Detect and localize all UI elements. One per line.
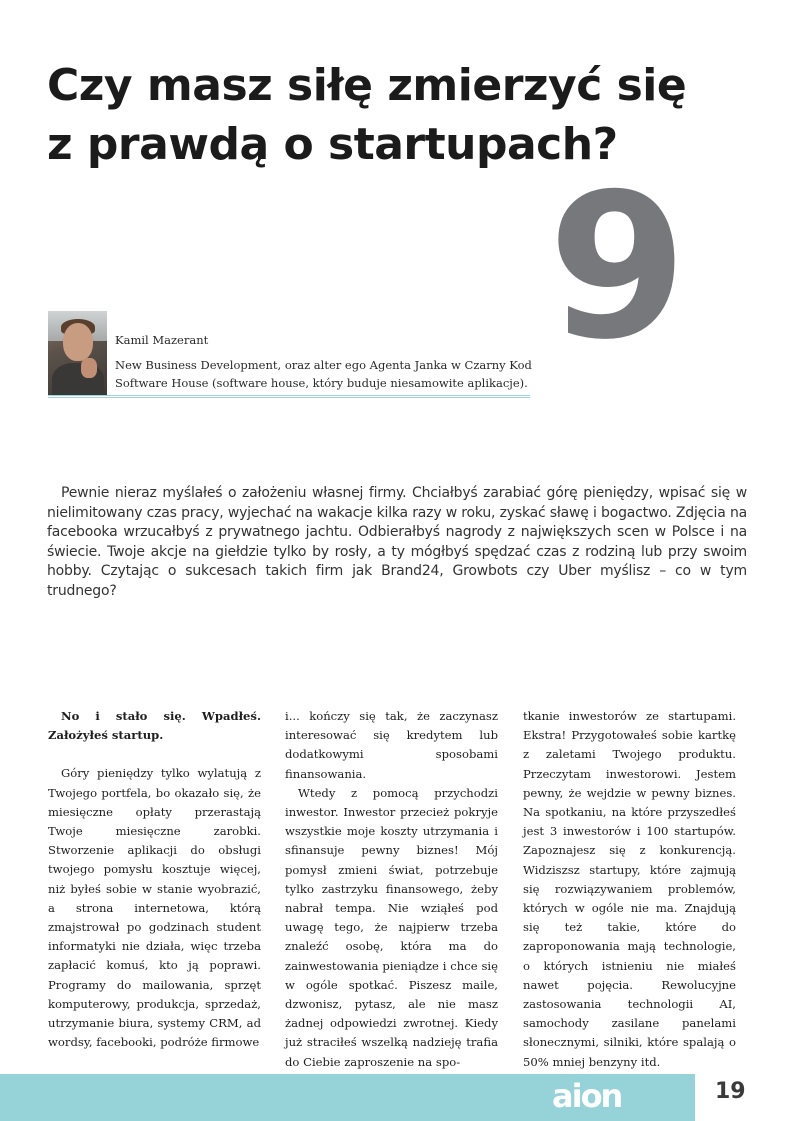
author-name: Kamil Mazerant bbox=[115, 333, 209, 347]
lead-paragraph: Pewnie nieraz myślałeś o założeniu własnej firmy. Chciałbyś zarabiać górę pieniędzy, wpisać się w nielimitowany czas pracy, wyjechać na wakacje kilka razy w roku, zyskać sławę i bogactwo. Zdjęcia na facebooka wrzucałbyś z prywatnego jachtu. Odbierałbyś nagrody z największych scen w Polsce i na świecie. Twoje akcje na giełdzie tylko by rosły, a ty mógłbyś spędzać czas z rodziną lub przy swoim hobby. Czytając o sukcesach takich firm jak Brand24, Growbots czy Uber myślisz – co w tym trudnego? bbox=[47, 485, 747, 599]
body-column-2 bbox=[285, 707, 498, 1072]
aion-logo: aion bbox=[552, 1077, 622, 1115]
article-number: 9 bbox=[548, 151, 688, 384]
author-desc-line-2: Software House (software house, który buduje niesamowite aplikacje). bbox=[115, 376, 528, 390]
page-number: 19 bbox=[715, 1079, 746, 1104]
col2-paragraph-2: Wtedy z pomocą przychodzi inwestor. Inwestor przecież pokryje wszystkie moje koszty utrzymania i sfinansuje pewny biznes! Mój pomysł zmieni świat, potrzebuje tylko zastrzyku finansowego, żeby nabrał tempa. Nie wziąłeś pod uwagę tego, że najpierw trzeba znaleźć osobę, która ma do zainwestowania pieniądze i chce się w ogóle spotkać. Piszesz maile, dzwonisz, pytasz, ale nie masz żadnej odpowiedzi zwrotnej. Kiedy już straciłeś wszelką nadzieję trafia do Ciebie zaproszenie na spo- bbox=[285, 785, 498, 1069]
author-box bbox=[48, 311, 530, 397]
author-desc-line-1: New Business Development, oraz alter ego Agenta Janka w Czarny Kod bbox=[115, 358, 532, 372]
col3-paragraph-1: tkanie inwestorów ze startupami. Ekstra! Przygotowałeś sobie kartkę z zaletami Twojego produktu. Przeczytam inwestorowi. Jestem pewny, że wejdzie w pewny biznes. Na spotkaniu, na które przyszedłeś jest 3 inwestorów i 100 startupów. Zapoznajesz się z konkurencją. Widziszsz startupy, które zajmują się rozwiązywaniem problemów, których w ogóle nie ma. Znajdują się też takie, które do zaproponowania mają technologie, o których istnieniu nie miałeś nawet pojęcia. Rewolucyjne zastosowania technologii AI, samochody zasilane panelami słonecznymi, silniki, które spalają o 50% mniej benzyny itd. bbox=[523, 709, 736, 1069]
title-line-2: z prawdą o startupach? bbox=[47, 119, 618, 170]
author-divider bbox=[48, 395, 530, 398]
title-line-1: Czy masz siłę zmierzyć się bbox=[47, 60, 687, 111]
col2-paragraph-1: i... kończy się tak, że zaczynasz interesować się kredytem lub dodatkowymi sposobami finansowania. bbox=[285, 709, 498, 781]
author-description bbox=[115, 356, 532, 392]
body-column-1 bbox=[48, 707, 261, 1052]
col1-paragraph-2: Góry pieniędzy tylko wylatują z Twojego portfela, bo okazało się, że miesięczne opłaty przerastają Twoje miesięczne zarobki. Stworzenie aplikacji do obsługi twojego pomysłu kosztuje więcej, niż byłeś sobie w stanie wyobrazić, a strona internetowa, którą zmajstrował po godzinach student informatyki nie działa, więc trzeba zapłacić komuś, kto ją poprawi. Programy do mailowania, sprzęt komputerowy, produkcja, sprzedaż, utrzymanie biura, systemy CRM, ad wordsy, facebooki, podróże firmowe bbox=[48, 766, 261, 1050]
col1-paragraph-1: No i stało się. Wpadłeś. Założyłeś startup. bbox=[48, 709, 261, 743]
body-column-3 bbox=[523, 707, 736, 1072]
author-photo bbox=[48, 311, 107, 395]
